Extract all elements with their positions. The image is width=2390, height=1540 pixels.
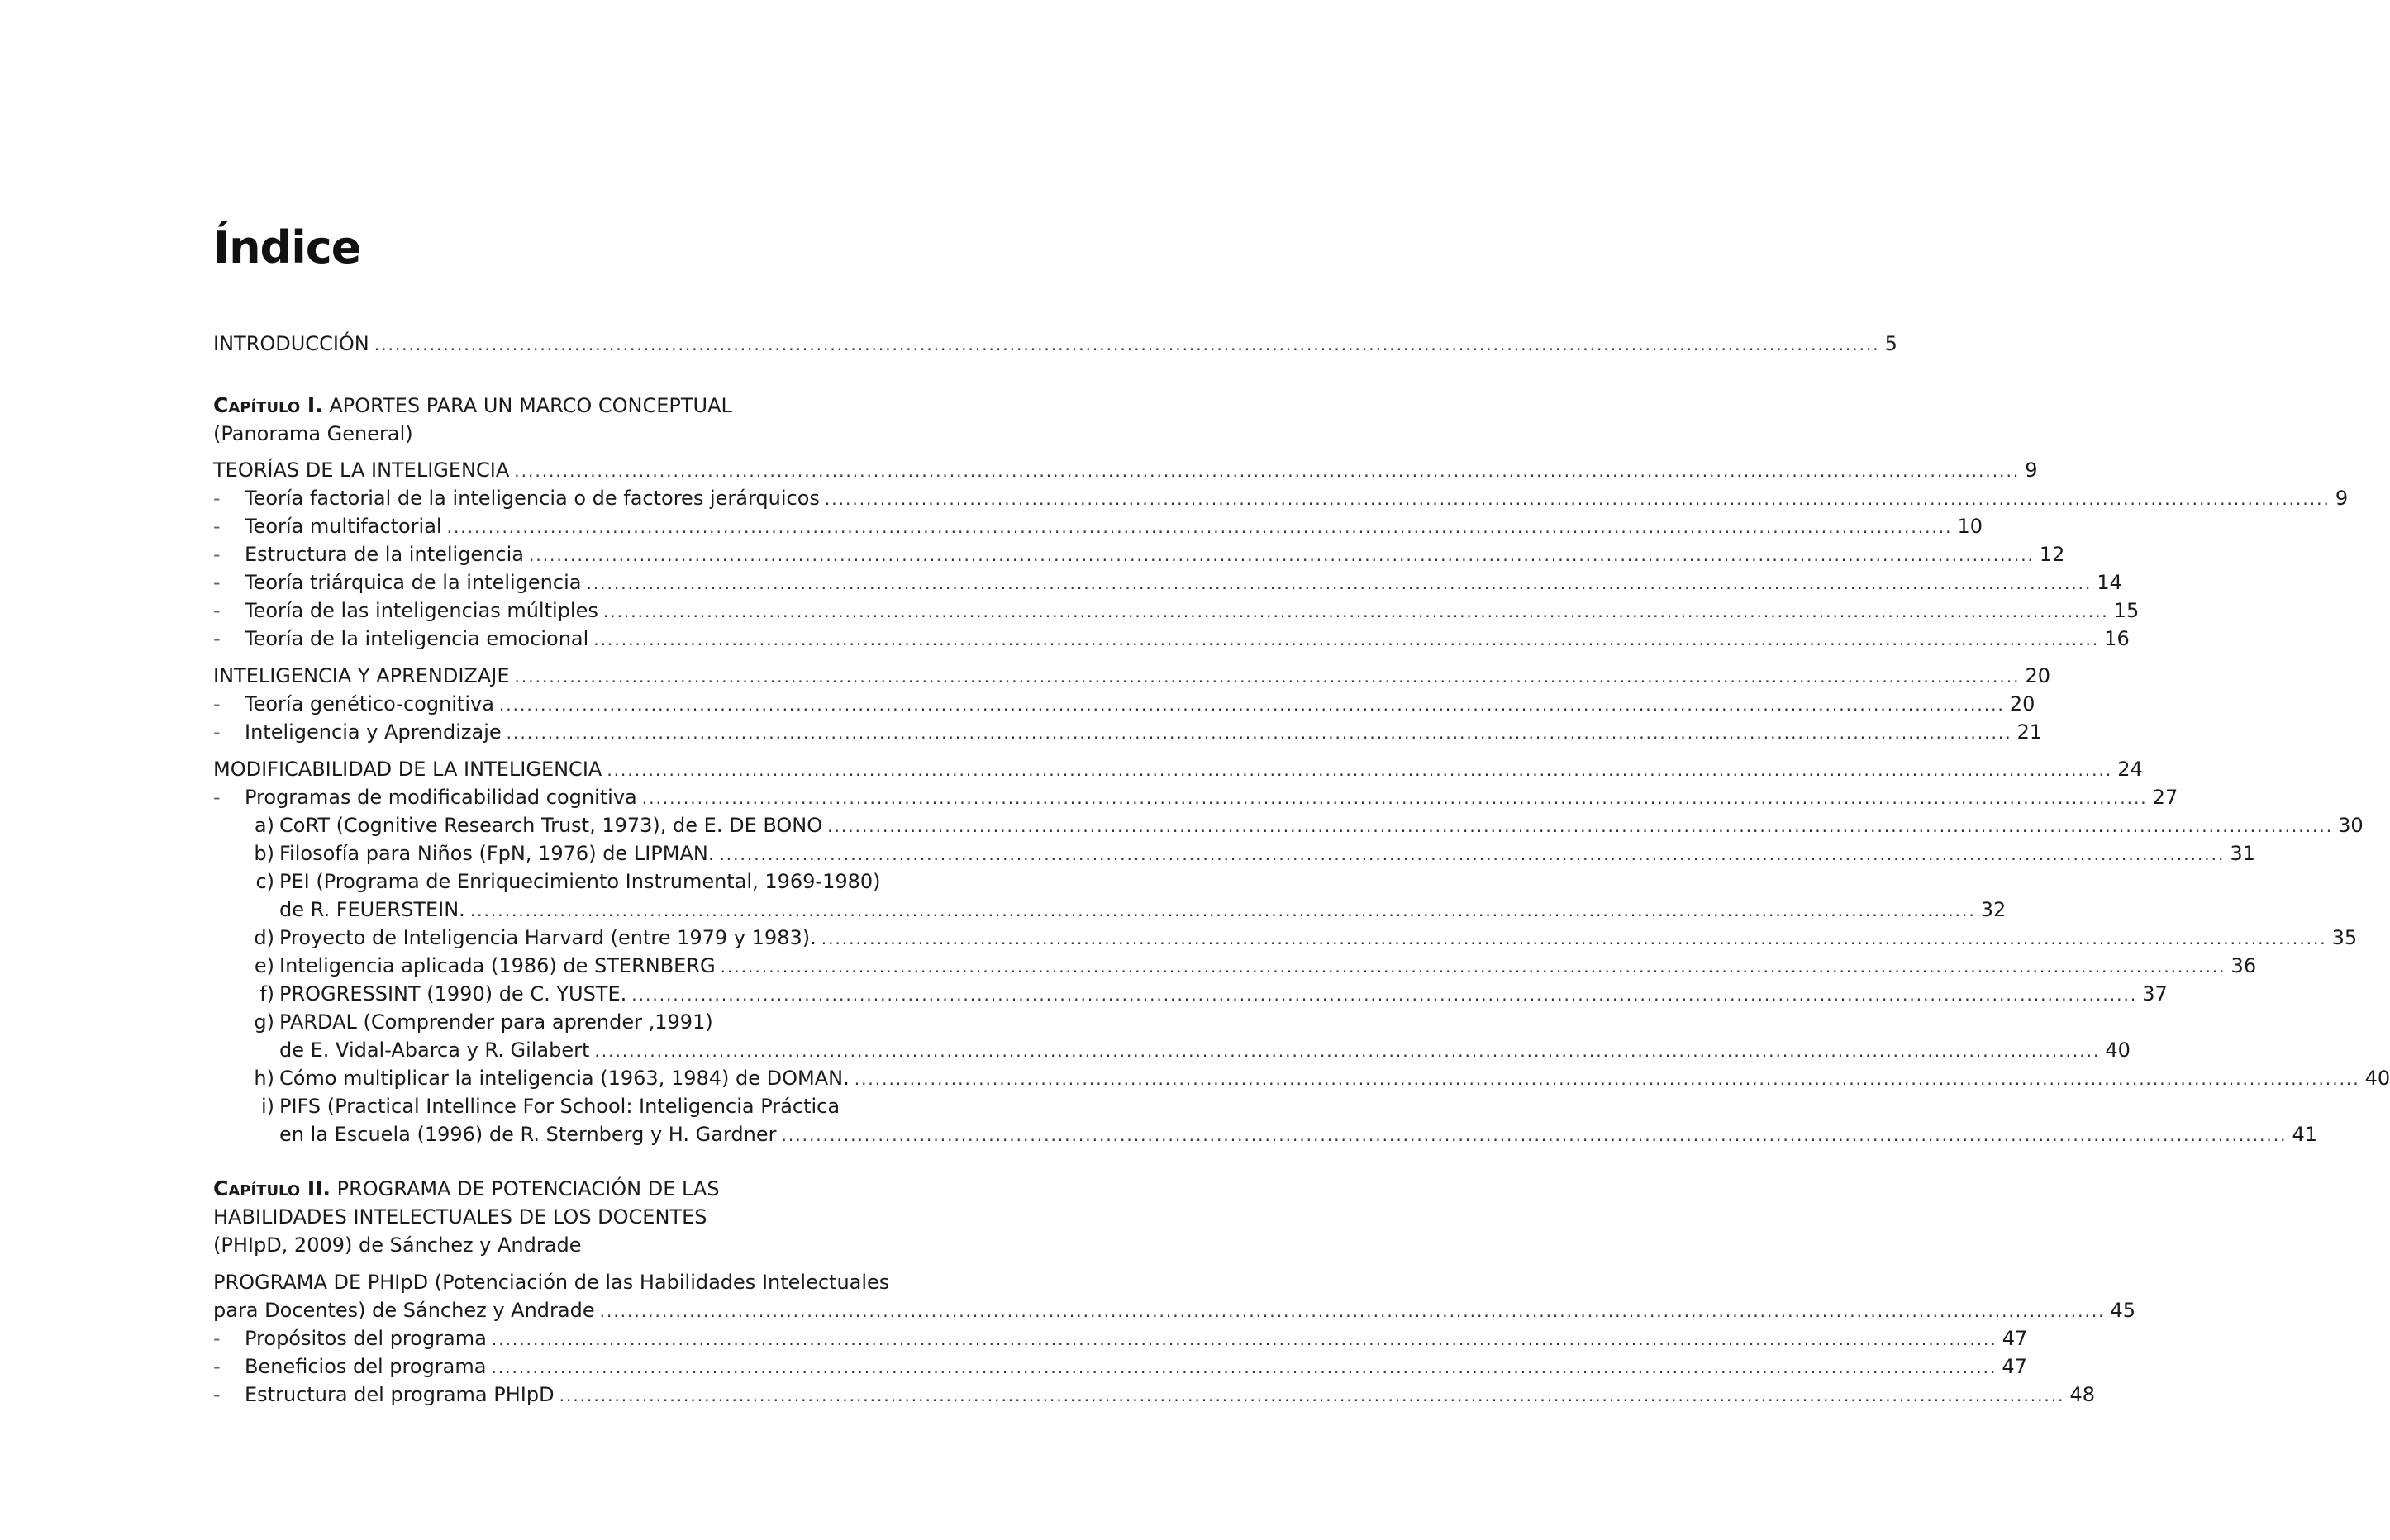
toc-program-item[interactable] (279, 1036, 2131, 1065)
toc-entry-text: Propósitos del programa (245, 1327, 487, 1350)
toc-entry-page: 24 (2117, 758, 2143, 781)
leader-dots: .......................................................................................................................................................................................................................... (602, 601, 2109, 621)
leader-dots: .......................................................................................................................................................................................................................... (720, 957, 2226, 977)
leader-dots: .......................................................................................................................................................................................................................... (719, 844, 2226, 864)
toc-entry-text: para Docentes) de Sánchez y Andrade (213, 1299, 595, 1322)
toc-entry-text: Teoría genético-cognitiva (245, 692, 494, 715)
toc-program-item[interactable] (279, 811, 2364, 840)
toc-entry-text: en la Escuela (1996) de R. Sternberg y H. Gardner (279, 1123, 777, 1146)
toc-entry-page: 9 (2025, 459, 2038, 482)
page-title: Índice (213, 221, 361, 273)
toc-entry-page: 21 (2016, 720, 2043, 744)
toc-program-line1: PEI (Programa de Enriquecimiento Instrumental, 1969-1980) (279, 870, 881, 893)
toc-program-line1: PIFS (Practical Intellince For School: Inteligencia Práctica (279, 1095, 840, 1118)
chapter-2-title-line3: (PHIpD, 2009) de Sánchez y Andrade (213, 1233, 582, 1257)
toc-entry-text: de E. Vidal-Abarca y R. Gilabert (279, 1039, 590, 1062)
toc-entry-text: INTRODUCCIÓN (213, 332, 369, 355)
leader-dots: .......................................................................................................................................................................................................................... (599, 1301, 2106, 1321)
toc-entry-text: Beneficios del programa (245, 1355, 487, 1378)
toc-entry-page: 31 (2230, 842, 2255, 865)
leader-dots: .......................................................................................................................................................................................................................... (506, 723, 2012, 743)
toc-item[interactable] (245, 625, 2130, 654)
toc-section-modificabilidad[interactable] (213, 755, 2143, 784)
leader-dots: .......................................................................................................................................................................................................................... (607, 760, 2113, 780)
program-letter: f) (259, 982, 274, 1005)
leader-dots: .......................................................................................................................................................................................................................... (491, 1329, 1997, 1349)
toc-item[interactable] (245, 568, 2122, 597)
toc-entry-text: CoRT (Cognitive Research Trust, 1973), de E. DE BONO (279, 814, 823, 837)
toc-item[interactable] (245, 1352, 2027, 1381)
toc-program-item[interactable] (279, 839, 2255, 868)
toc-entry-text: Proyecto de Inteligencia Harvard (entre 1979 y 1983). (279, 926, 817, 949)
toc-entry-page: 45 (2110, 1299, 2136, 1322)
leader-dots: .......................................................................................................................................................................................................................... (446, 517, 1953, 537)
toc-entry-page: 10 (1957, 515, 1983, 538)
toc-program-item[interactable] (279, 896, 2007, 924)
toc-entry-page: 27 (2152, 786, 2178, 809)
bullet-dash: - (213, 571, 221, 594)
toc-entry-text: TEORÍAS DE LA INTELIGENCIA (213, 459, 510, 482)
toc-program-item[interactable] (279, 952, 2257, 981)
program-letter: d) (254, 926, 274, 949)
bullet-dash: - (213, 692, 221, 715)
program-letter: b) (254, 842, 274, 865)
bullet-dash: - (213, 720, 221, 744)
leader-dots: .......................................................................................................................................................................................................................... (594, 1041, 2101, 1061)
chapter-1-label: Capítulo I. (213, 393, 323, 417)
chapter-1-heading (213, 392, 732, 420)
toc-entry-page: 12 (2039, 543, 2065, 566)
toc-entry-text: PROGRESSINT (1990) de C. YUSTE. (279, 982, 627, 1005)
toc-program-item[interactable] (279, 924, 2358, 953)
leader-dots: .......................................................................................................................................................................................................................... (824, 489, 2330, 509)
leader-dots: .......................................................................................................................................................................................................................... (491, 1357, 1997, 1377)
bullet-dash: - (213, 1383, 221, 1406)
bullet-dash: - (213, 786, 221, 809)
toc-section-inteligencia-aprendizaje[interactable] (213, 662, 2051, 691)
toc-section-phipd-line1: PROGRAMA DE PHIpD (Potenciación de las Habilidades Intelectuales (213, 1271, 890, 1294)
toc-item[interactable] (245, 484, 2349, 513)
toc-entry-text: Estructura de la inteligencia (245, 543, 524, 566)
toc-entry-text: INTELIGENCIA Y APRENDIZAJE (213, 664, 510, 687)
bullet-dash: - (213, 627, 221, 650)
toc-item[interactable] (245, 597, 2140, 625)
toc-section-teorias[interactable] (213, 456, 2038, 485)
toc-entry-text: Teoría de las inteligencias múltiples (245, 599, 598, 622)
toc-entry-page: 47 (2002, 1355, 2027, 1378)
toc-entry-text: Estructura del programa PHIpD (245, 1383, 555, 1406)
toc-entry-page: 16 (2104, 627, 2130, 650)
toc-entry-page: 9 (2335, 487, 2349, 510)
toc-entry-text: Programas de modificabilidad cognitiva (245, 786, 637, 809)
chapter-2-title: PROGRAMA DE POTENCIACIÓN DE LAS (336, 1177, 720, 1200)
bullet-dash: - (213, 543, 221, 566)
toc-entry-page: 40 (2105, 1039, 2131, 1062)
chapter-1-subtitle: (Panorama General) (213, 422, 413, 445)
program-letter: h) (254, 1067, 274, 1090)
toc-item[interactable] (245, 783, 2178, 812)
toc-program-line1: PARDAL (Comprender para aprender ,1991) (279, 1010, 713, 1034)
toc-entry-page: 35 (2331, 926, 2358, 949)
toc-entry-text: Filosofía para Niños (FpN, 1976) de LIPMAN. (279, 842, 715, 865)
toc-entry-page: 5 (1884, 332, 1897, 355)
toc-section-phipd[interactable] (213, 1296, 2136, 1325)
toc-item[interactable] (245, 512, 1983, 541)
bullet-dash: - (213, 515, 221, 538)
toc-entry-page: 40 (2364, 1067, 2390, 1090)
toc-entry-page: 36 (2231, 954, 2257, 977)
toc-item[interactable] (245, 540, 2065, 569)
leader-dots: .......................................................................................................................................................................................................................... (374, 335, 1880, 354)
toc-entry-page: 20 (2025, 664, 2051, 687)
toc-entry-text: MODIFICABILIDAD DE LA INTELIGENCIA (213, 758, 602, 781)
program-letter: c) (255, 870, 274, 893)
leader-dots: .......................................................................................................................................................................................................................... (514, 461, 2021, 481)
leader-dots: .......................................................................................................................................................................................................................... (821, 929, 2327, 948)
toc-entry-text: Cómo multiplicar la inteligencia (1963, 1984) de DOMAN. (279, 1067, 850, 1090)
chapter-2-heading (213, 1175, 720, 1203)
chapter-2-title-line2: HABILIDADES INTELECTUALES DE LOS DOCENTES (213, 1205, 707, 1229)
leader-dots: .......................................................................................................................................................................................................................... (469, 901, 1976, 920)
toc-entry-page: 15 (2113, 599, 2140, 622)
toc-entry-page: 41 (2292, 1123, 2317, 1146)
toc-item[interactable] (245, 1324, 2028, 1353)
toc-program-item[interactable] (279, 1064, 2390, 1093)
toc-program-item[interactable] (279, 1120, 2317, 1149)
bullet-dash: - (213, 1355, 221, 1378)
leader-dots: .......................................................................................................................................................................................................................... (641, 788, 2148, 808)
bullet-dash: - (213, 487, 221, 510)
toc-entry-page: 20 (2009, 692, 2035, 715)
leader-dots: .......................................................................................................................................................................................................................... (827, 816, 2334, 836)
toc-entry-text: de R. FEUERSTEIN. (279, 898, 465, 921)
leader-dots: .......................................................................................................................................................................................................................... (854, 1069, 2360, 1089)
toc-entry-page: 37 (2142, 982, 2168, 1005)
leader-dots: .......................................................................................................................................................................................................................... (528, 545, 2035, 565)
leader-dots: .......................................................................................................................................................................................................................... (559, 1386, 2065, 1405)
leader-dots: .......................................................................................................................................................................................................................... (631, 985, 2138, 1005)
leader-dots: .......................................................................................................................................................................................................................... (593, 630, 2100, 649)
toc-entry-page: 32 (1980, 898, 2007, 921)
toc-entry-text: Teoría de la inteligencia emocional (245, 627, 589, 650)
program-letter: g) (254, 1010, 274, 1034)
bullet-dash: - (213, 1327, 221, 1350)
toc-entry-page: 30 (2338, 814, 2364, 837)
toc-item[interactable] (245, 1381, 2096, 1409)
toc-item[interactable] (245, 718, 2043, 747)
toc-entry-introduccion[interactable] (213, 330, 1897, 359)
leader-dots: .......................................................................................................................................................................................................................... (514, 667, 2021, 687)
toc-entry-page: 48 (2069, 1383, 2096, 1406)
program-letter: i) (260, 1095, 274, 1118)
leader-dots: .......................................................................................................................................................................................................................... (586, 573, 2092, 593)
bullet-dash: - (213, 599, 221, 622)
toc-entry-text: Teoría factorial de la inteligencia o de factores jerárquicos (245, 487, 820, 510)
toc-entry-page: 47 (2002, 1327, 2028, 1350)
chapter-2-label: Capítulo II. (213, 1176, 331, 1200)
leader-dots: .......................................................................................................................................................................................................................... (498, 695, 2005, 715)
program-letter: e) (254, 954, 274, 977)
toc-entry-text: Teoría triárquica de la inteligencia (245, 571, 582, 594)
program-letter: a) (254, 814, 274, 837)
toc-item[interactable] (245, 690, 2035, 719)
toc-entry-text: Inteligencia y Aprendizaje (245, 720, 502, 744)
toc-program-item[interactable] (279, 980, 2168, 1009)
toc-entry-page: 14 (2097, 571, 2122, 594)
toc-entry-text: Teoría multifactorial (245, 515, 442, 538)
toc-entry-text: Inteligencia aplicada (1986) de STERNBERG (279, 954, 716, 977)
chapter-1-title: APORTES PARA UN MARCO CONCEPTUAL (329, 394, 732, 417)
leader-dots: .......................................................................................................................................................................................................................... (781, 1125, 2288, 1145)
